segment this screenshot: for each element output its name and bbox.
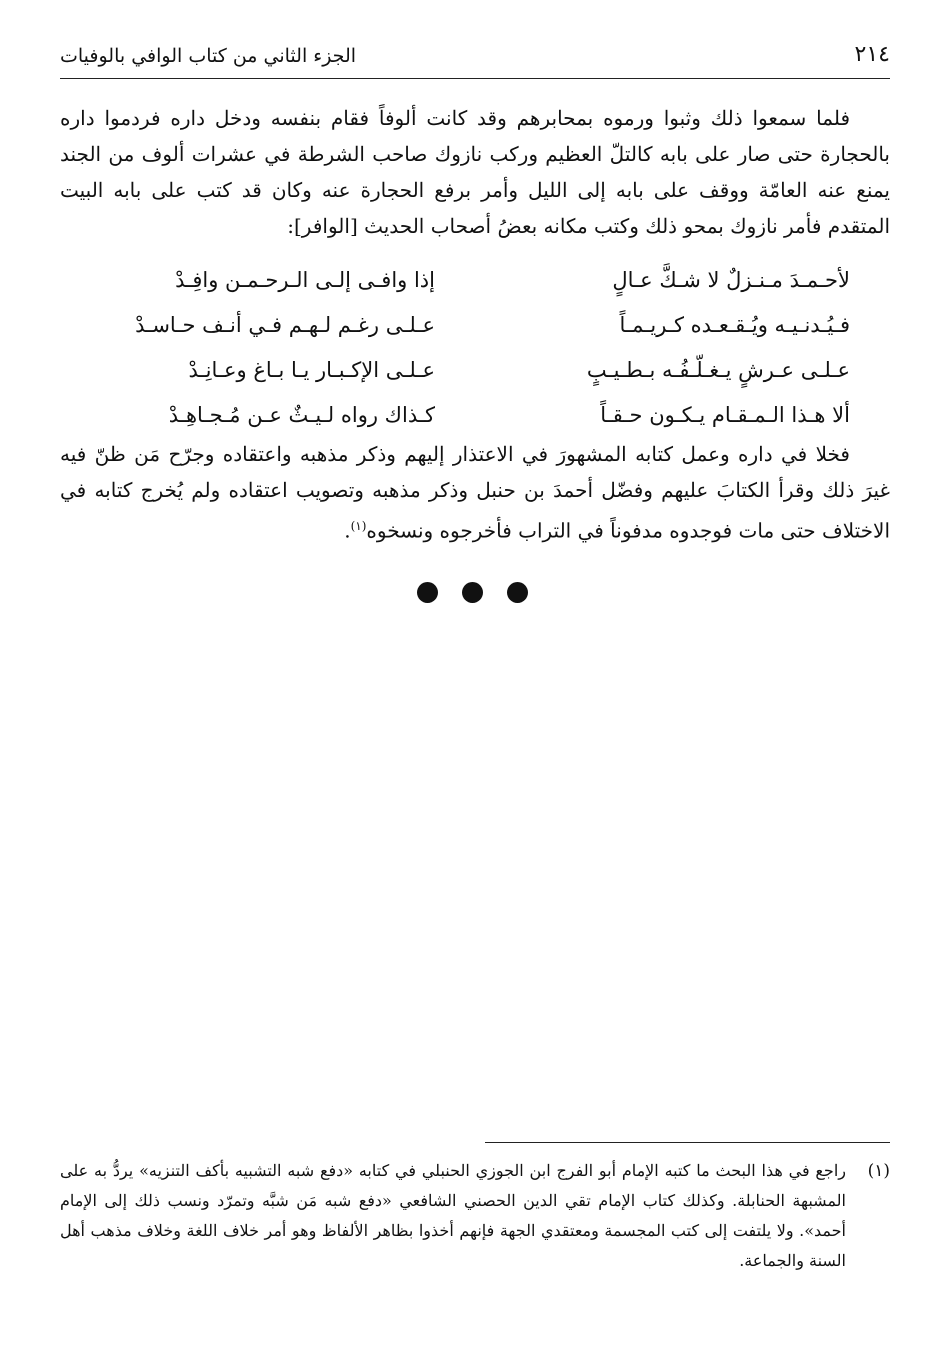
paragraph-2-text: فخلا في داره وعمل كتابه المشهورَ في الاعتذار إليهم وذكر مذهبه واعتقاده وجرّح مَن ظنّ فيه غيرَ ذلك وقرأ الكتابَ عليهم وفضّل أحمدَ بن حنبل وذكر مذهبه وتصويب اعتقاده ولم يُخرج كتابه في الاختلاف حتى مات فوجدوه مدفوناً في التراب فأخرجوه ونسخوه <box>60 442 890 543</box>
poem-verse <box>90 348 850 393</box>
paragraph-2 <box>60 436 890 549</box>
poem <box>90 258 850 438</box>
page-number: ٢١٤ <box>854 42 890 67</box>
verse-first-hemistich: ألا هـذا الـمـقـام يـكـون حـقـاً <box>600 403 850 427</box>
paragraph-2-end: . <box>344 518 351 543</box>
page-header <box>60 40 890 80</box>
footnote-marker: (١) <box>867 1161 890 1181</box>
section-separator <box>0 582 944 603</box>
poem-verse <box>90 303 850 348</box>
poem-verse <box>90 393 850 438</box>
verse-first-hemistich: فـيُـدنـيـه ويُـقـعـده كـريـمـاً <box>619 313 850 337</box>
footnote-rule <box>485 1142 890 1143</box>
verse-first-hemistich: عـلـى عـرشٍ يـغـلّـفُـه بـطـيـبٍ <box>586 358 850 382</box>
footnote-text: راجع في هذا البحث ما كتبه الإمام أبو الفرج ابن الجوزي الحنبلي في كتابه «دفع شبه التشبيه بأكف التنزيه» يردُّ به على المشبهة الحنابلة. وكذلك كتاب الإمام تقي الدين الحصني الشافعي «دفع شبه مَن شبَّه وتمرّد ونسب ذلك إلى الإمام أحمد». ولا يلتفت إلى كتب المجسمة ومعتقدي الجهة فإنهم أخذوا بظاهر الألفاظ وهو أمر خلاف اللغة وخلاف مذهب أهل السنة والجماعة. <box>60 1161 846 1270</box>
running-title: الجزء الثاني من كتاب الوافي بالوفيات <box>60 45 357 67</box>
poem-verse <box>90 258 850 303</box>
paragraph-1 <box>60 100 890 244</box>
header-rule <box>60 78 890 79</box>
separator-dot <box>507 582 528 603</box>
footnote-reference: (١) <box>350 519 367 533</box>
verse-first-hemistich: لأحـمـدَ مـنـزلٌ لا شـكَّ عـالٍ <box>612 268 850 292</box>
verse-second-hemistich: إذا وافـى إلـى الـرحـمـن وافِـدْ <box>175 268 435 292</box>
paragraph-2-block <box>60 436 890 549</box>
verse-second-hemistich: عـلـى رغـم لـهـم فـي أنـف حـاسـدْ <box>135 313 435 337</box>
separator-dot <box>462 582 483 603</box>
verse-second-hemistich: عـلـى الإكـبـار يـا بـاغ وعـانِـدْ <box>188 358 435 382</box>
paragraph-1-text: فلما سمعوا ذلك وثبوا ورموه بمحابرهم وقد كانت ألوفاً فقام بنفسه ودخل داره فردموا داره بالحجارة حتى صار على بابه كالتلّ العظيم وركب نازوك صاحب الشرطة في عشرات ألوف من الجند يمنع عنه العامّة ووقف على بابه إلى الليل وأمر برفع الحجارة عنه وكان قد كتب على بابه البيت المتقدم فأمر نازوك بمحو ذلك وكتب مكانه بعضُ أصحاب الحديث [الوافر]: <box>60 106 890 238</box>
verse-second-hemistich: كـذاك رواه لـيـثٌ عـن مُـجـاهِـدْ <box>168 403 435 427</box>
footnote <box>60 1156 890 1276</box>
separator-dot <box>417 582 438 603</box>
